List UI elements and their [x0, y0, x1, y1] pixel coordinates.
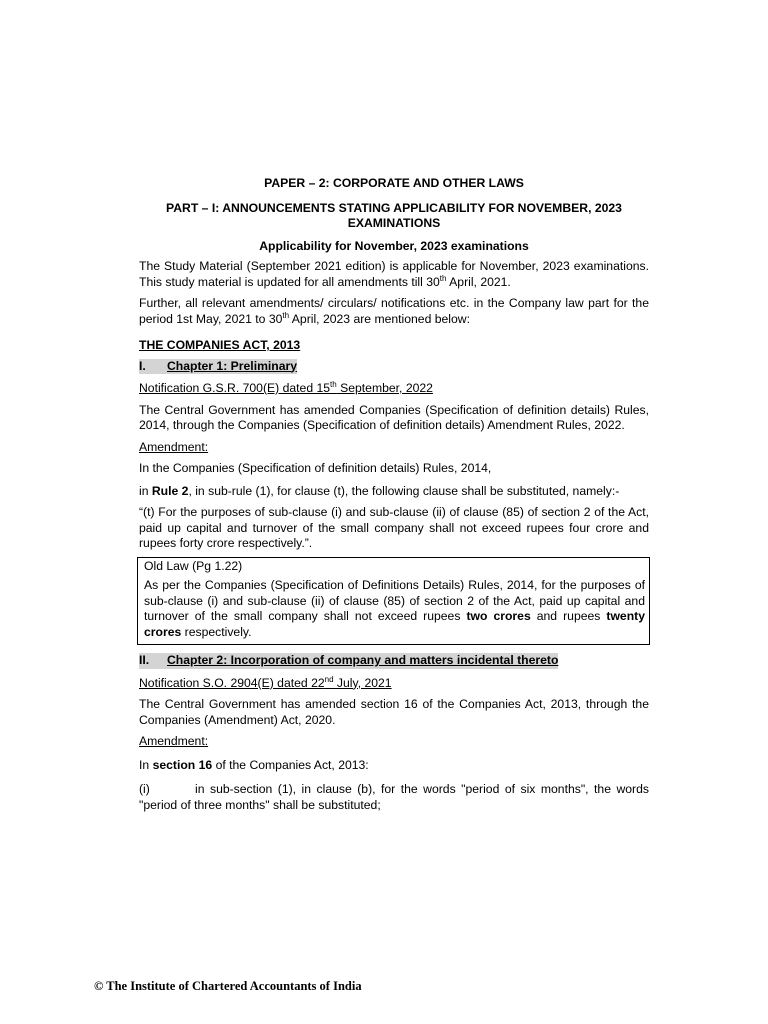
- chapter-2-item-number: (i): [139, 782, 150, 796]
- chapter-2-number: II.: [139, 653, 150, 667]
- chapter-1-amendment-label: Amendment:: [139, 439, 209, 454]
- chapter-2-description: The Central Government has amended section 16 of the Companies Act, 2013, through the Companies (Amendment) Act, 2020.: [139, 697, 649, 727]
- chapter-2-section-line: In section 16 of the Companies Act, 2013:: [139, 757, 369, 772]
- chapter-1-quote: “(t) For the purposes of sub-clause (i) and sub-clause (ii) of clause (85) of section 2 of the Act, paid up capital and turnover of the small company shall not exceed rupees four crore and rupees forty crore respectively.”.: [139, 505, 649, 550]
- old-law-title: Old Law (Pg 1.22): [144, 558, 243, 573]
- chapter-1-rule-line: in Rule 2, in sub-rule (1), for clause (t), the following clause shall be substituted, namely:-: [139, 483, 620, 498]
- intro-paragraph-2: Further, all relevant amendments/ circulars/ notifications etc. in the Company law part for the period 1st May, 2021 to 30th April, 2023 are mentioned below:: [139, 296, 649, 326]
- chapter-1-number: I.: [139, 358, 146, 373]
- chapter-1-notification: Notification G.S.R. 700(E) dated 15th September, 2022: [139, 379, 433, 395]
- chapter-2-heading: [139, 653, 649, 669]
- chapter-2-notification: Notification S.O. 2904(E) dated 22nd July, 2021: [139, 674, 392, 690]
- chapter-2-amendment-label: Amendment:: [139, 734, 209, 748]
- applicability-heading: Applicability for November, 2023 examinations: [259, 238, 529, 253]
- old-law-box: [137, 557, 650, 646]
- chapter-1-heading: [139, 359, 649, 375]
- intro-paragraph-1: The Study Material (September 2021 edition) is applicable for November, 2023 examinations. This study material is updated for all amendments till 30th April, 2021.: [139, 259, 649, 289]
- chapter-1-rules-line: In the Companies (Specification of definition details) Rules, 2014,: [139, 461, 492, 475]
- page-content: [139, 176, 649, 813]
- act-heading: THE COMPANIES ACT, 2013: [139, 338, 301, 352]
- old-law-text: As per the Companies (Specification of Definitions Details) Rules, 2014, for the purposes of sub-clause (i) and sub-clause (ii) of clause (85) of section 2 of the Act, paid up capital and turnover of the small company shall not exceed rupees two crores and rupees twenty crores respectively.: [144, 578, 645, 639]
- chapter-2-list-item: [139, 782, 649, 813]
- chapter-2-title: Chapter 2: Incorporation of company and matters incidental thereto: [167, 653, 559, 667]
- chapter-1-title: Chapter 1: Preliminary: [167, 358, 298, 373]
- chapter-1-description: The Central Government has amended Companies (Specification of definition details) Rules, 2014, through the Companies (Specification of definition details) Amendment Rules, 2022.: [139, 402, 649, 432]
- paper-title: PAPER – 2: CORPORATE AND OTHER LAWS: [264, 176, 524, 190]
- chapter-2-item-text: in sub-section (1), in clause (b), for the words "period of six months", the words "period of three months" shall be substituted;: [139, 782, 649, 812]
- part-heading: PART – I: ANNOUNCEMENTS STATING APPLICABILITY FOR NOVEMBER, 2023 EXAMINATIONS: [166, 200, 622, 230]
- footer-copyright: © The Institute of Chartered Accountants of India: [94, 979, 362, 993]
